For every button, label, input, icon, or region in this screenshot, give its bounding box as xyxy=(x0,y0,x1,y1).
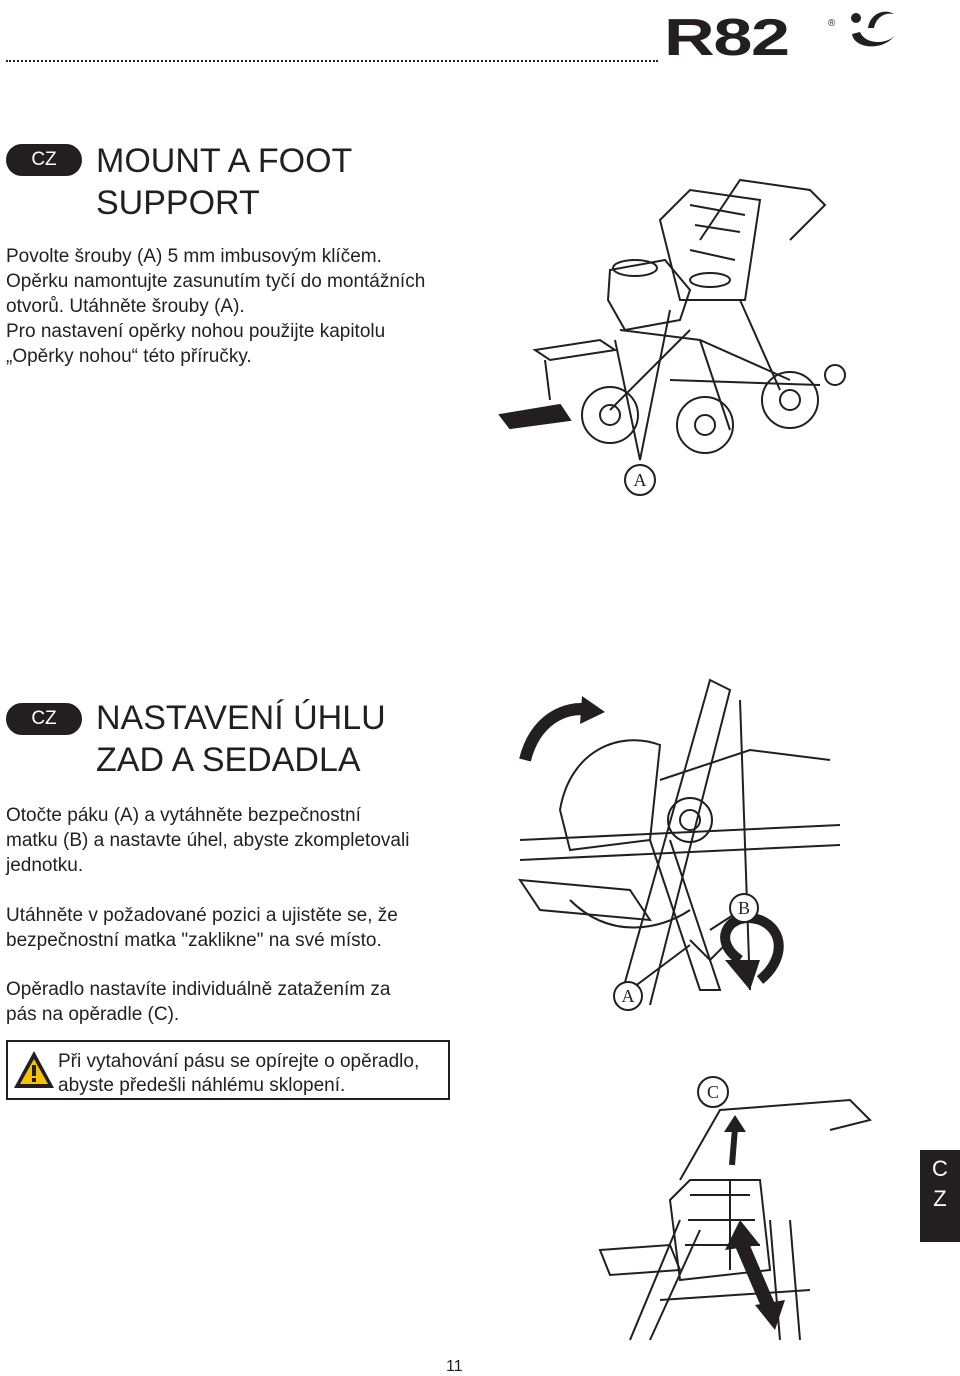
section-title-back-seat-angle xyxy=(96,697,386,781)
logo-registered-mark: ® xyxy=(828,18,836,29)
warning-line: Při vytahování pásu se opírejte o opěradlo, xyxy=(58,1051,420,1072)
section-paragraph xyxy=(6,244,456,369)
warning-box xyxy=(6,1040,450,1100)
title-line: ZAD A SEDADLA xyxy=(96,741,361,779)
stroller-foot-support-illustration xyxy=(490,160,850,500)
section-paragraph-3 xyxy=(6,977,456,1027)
logo-text: R82 xyxy=(664,9,789,67)
paragraph-line: Povolte šrouby (A) 5 mm imbusovým klíčem. xyxy=(6,246,382,267)
paragraph-line: Utáhněte v požadované pozici a ujistěte se, že xyxy=(6,905,398,926)
callout-label: A xyxy=(621,986,635,1006)
paragraph-line: matku (B) a nastavte úhel, abyste zkompletovali xyxy=(6,830,410,851)
side-tab-letter: Z xyxy=(933,1186,947,1211)
paragraph-line: „Opěrky nohou“ této příručky. xyxy=(6,346,252,367)
paragraph-line: Otočte páku (A) a vytáhněte bezpečnostní xyxy=(6,805,361,826)
paragraph-line: Opěrku namontujte zasunutím tyčí do montážních xyxy=(6,271,426,292)
page-number: 11 xyxy=(446,1358,463,1375)
side-tab-letter: C xyxy=(932,1156,948,1181)
title-line: MOUNT A FOOT xyxy=(96,142,353,180)
section-paragraph-1 xyxy=(6,803,456,878)
paragraph-line: otvorů. Utáhněte šrouby (A). xyxy=(6,296,245,317)
backrest-strap-illustration xyxy=(570,1070,900,1350)
header-dotted-rule xyxy=(6,60,658,62)
paragraph-line: jednotku. xyxy=(6,855,84,876)
angle-lever-illustration xyxy=(510,660,850,1020)
warning-icon xyxy=(12,1048,56,1092)
callout-label: C xyxy=(706,1082,720,1102)
language-side-tab xyxy=(920,1150,960,1242)
paragraph-line: Opěradlo nastavíte individuálně zatažením za xyxy=(6,979,391,1000)
paragraph-line: pás na opěradle (C). xyxy=(6,1004,180,1025)
language-badge: CZ xyxy=(6,703,82,735)
language-badge: CZ xyxy=(6,144,82,176)
title-line: SUPPORT xyxy=(96,184,260,222)
callout-label: B xyxy=(737,898,751,918)
callout-label: A xyxy=(633,470,647,490)
warning-text xyxy=(58,1050,419,1098)
paragraph-line: Pro nastavení opěrky nohou použijte kapitolu xyxy=(6,321,386,342)
paragraph-line: bezpečnostní matka "zaklikne" na své místo. xyxy=(6,930,382,951)
r82-logo xyxy=(664,2,914,66)
logo-swirl-icon xyxy=(844,4,904,54)
section-title-foot-support xyxy=(96,140,352,224)
section-paragraph-2 xyxy=(6,903,456,953)
title-line: NASTAVENÍ ÚHLU xyxy=(96,699,386,737)
warning-line: abyste předešli náhlému sklopení. xyxy=(58,1075,346,1096)
